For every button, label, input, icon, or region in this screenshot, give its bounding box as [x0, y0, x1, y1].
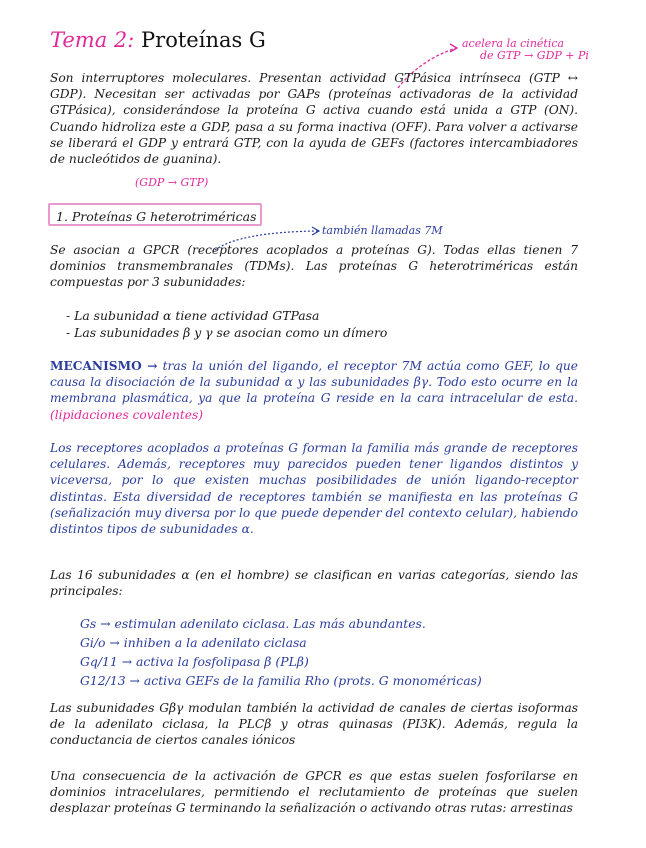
note-gtpase-line1: acelera la cinética [462, 37, 565, 50]
list-item: - La subunidad α tiene actividad GTPasa [66, 308, 320, 323]
note-gtpase-line2: de GTP → GDP + Pi [480, 49, 589, 62]
gpcr-paragraph: Se asocian a GPCR (receptores acoplados a proteínas G). Todas ellas tienen 7 dominios transmembranales (TDMs). Las proteínas G heterotriméricas están compuestas por 3 subunidades: [50, 243, 578, 290]
list-item: Gq/11 → activa la fosfolipasa β (PLβ) [80, 654, 309, 669]
list-item: Gi/o → inhiben a la adenilato ciclasa [80, 635, 307, 650]
mecanismo-text: tras la unión del ligando, el receptor 7M actúa como GEF, lo que causa la disociación de la subunidad α y las subunidades βγ. Todo esto ocurre en la membrana plasmática, ya que la proteína G reside en la cara intracelular de esta. [50, 359, 578, 406]
mecanismo-note: (lipidaciones covalentes) [50, 407, 203, 422]
list-item: Gs → estimulan adenilato ciclasa. Las más abundantes. [80, 616, 426, 631]
mecanismo-head: MECANISMO → [50, 359, 158, 373]
classify-paragraph: Las 16 subunidades α (en el hombre) se clasifican en varias categorías, siendo las principales: [50, 568, 578, 599]
list-item: G12/13 → activa GEFs de la familia Rho (prots. G monoméricas) [80, 673, 482, 688]
subunit-list [66, 307, 387, 341]
list-item: - Las subunidades β y γ se asocian como un dímero [66, 325, 388, 340]
note-gef: (GDP → GTP) [135, 176, 209, 189]
last-paragraph: Una consecuencia de la activación de GPCR es que estas suelen fosforilarse en dominios intracelulares, permitiendo el reclutamiento de proteínas que suelen desplazar proteínas G terminando la señalización o activando otras rutas: arrestinas [50, 769, 578, 816]
alpha-types-list [80, 614, 482, 690]
section-heading-1: 1. Proteínas G heterotriméricas [48, 203, 262, 226]
title-name: Proteínas G [141, 28, 266, 52]
betagamma-paragraph: Las subunidades Gβγ modulan también la actividad de canales de ciertas isoformas de la adenilato ciclasa, la PLCβ y otras quinasas (PI3K). Además, regula la conductancia de ciertos canales iónicos [50, 701, 578, 748]
gtpase-arrowhead [450, 44, 457, 52]
page-title [50, 28, 266, 52]
intro-paragraph: Son interruptores moleculares. Presentan actividad GTPásica intrínseca (GTP ↔ GDP). Necesitan ser activadas por GAPs (proteínas activadoras de la actividad GTPásica), considerándose la proteína G activa cuando está unida a GTP (ON). Cuando hidroliza este a GDP, pasa a su forma inactiva (OFF). Para volver a activarse se liberará el GDP y entrará GTP, con la ayuda de GEFs (factores intercambiadores de nucleótidos de guanina). [50, 71, 578, 167]
note-7tm: también llamadas 7M [322, 224, 443, 237]
title-tema: Tema 2: [50, 28, 135, 52]
family-paragraph: Los receptores acoplados a proteínas G forman la familia más grande de receptores celulares. Además, receptores muy parecidos pueden tener ligandos distintos y viceversa, por lo que existen muchas posibilidades de unión ligando-receptor distintas. Esta diversidad de receptores también se manifiesta en las proteínas G (señalización muy diversa por lo que puede depender del contexto celular), habiendo distintos tipos de subunidades α. [50, 441, 578, 537]
mecanismo-paragraph [50, 358, 578, 423]
note-gtpase [462, 38, 632, 62]
